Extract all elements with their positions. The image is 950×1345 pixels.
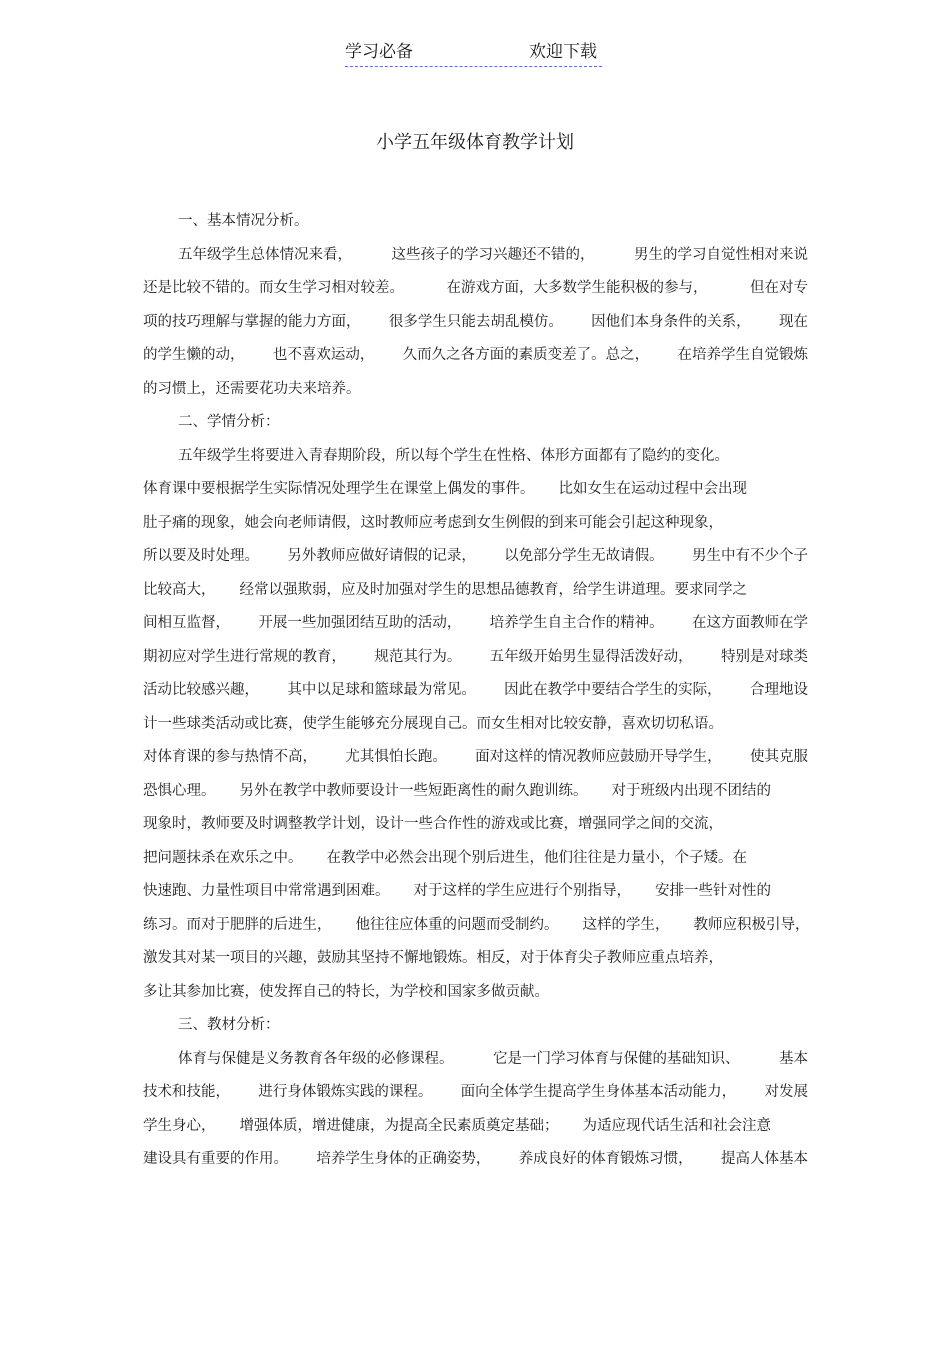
text-line: [143, 372, 808, 406]
text-segment: 把问题抹杀在欢乐之中。: [143, 849, 303, 866]
text-segment: 二、学情分析：: [178, 414, 280, 430]
text-line: [143, 271, 808, 305]
text-segment: 比如女生在运动过程中会出现: [558, 481, 747, 497]
text-segment: 因他们本身条件的关系，: [591, 313, 751, 330]
text-segment: 恐惧心理。: [143, 782, 216, 799]
text-segment: 在培养学生自觉锻炼: [677, 347, 808, 363]
text-line: [143, 606, 808, 640]
text-segment: 安排一些针对性的: [655, 883, 771, 899]
text-segment: 对于这样的学生应进行个别指导，: [413, 883, 631, 899]
text-segment: 在游戏方面，大多数学生能积极的参与，: [446, 280, 708, 296]
text-line: [143, 1142, 808, 1176]
text-segment: 也不喜欢运动，: [272, 347, 375, 363]
text-segment: 但在对专: [750, 280, 808, 296]
text-segment: 培养学生自主合作的精神。: [489, 615, 664, 631]
text-line: [143, 305, 808, 339]
text-line: [178, 1042, 808, 1076]
text-segment: 规范其行为。: [374, 648, 462, 665]
text-segment: 增强体质，增进健康，为提高全民素质奠定基础；: [239, 1117, 559, 1134]
text-segment: 活动比较感兴趣，: [143, 682, 259, 698]
text-line: [178, 204, 808, 238]
header-right-text: 欢迎下载: [529, 42, 597, 62]
text-segment: 养成良好的体育锻炼习惯，: [518, 1151, 693, 1167]
text-segment: 进行身体锻炼实践的课程。: [258, 1084, 433, 1100]
text-segment: 在教学中必然会出现个别后进生，他们往往是力量小，个子矮。在: [326, 849, 747, 866]
text-line: [143, 573, 808, 607]
text-line: [143, 472, 808, 506]
text-line: [143, 740, 808, 774]
text-segment: 面向全体学生提高学生身体基本活动能力，: [460, 1084, 737, 1100]
text-segment: 经常以强欺弱，应及时加强对学生的思想品德教育，给学生讲道理。要求同学之: [239, 581, 747, 598]
text-line: [143, 941, 808, 975]
text-segment: 技术和技能，: [143, 1084, 230, 1100]
text-line: [143, 707, 808, 741]
text-line: [143, 807, 808, 841]
text-segment: 三、教材分析：: [178, 1017, 280, 1033]
text-line: [143, 1075, 808, 1109]
text-segment: 对发展: [764, 1084, 808, 1100]
text-line: [143, 1109, 808, 1143]
page-header: [345, 40, 602, 67]
text-segment: 肚子痛的现象，她会向老师请假，这时教师应考虑到女生例假的到来可能会引起这种现象，: [143, 514, 723, 531]
text-segment: 尤其惧怕长跑。: [345, 749, 447, 765]
text-segment: 练习。而对于肥胖的后进生，: [143, 916, 332, 933]
text-segment: 特别是对球类: [720, 648, 808, 665]
text-segment: 间相互监督，: [143, 615, 230, 631]
text-segment: 现象时，教师要及时调整教学计划，设计一些合作性的游戏或比赛，增强同学之间的交流，: [143, 816, 723, 832]
text-line: [143, 975, 808, 1009]
text-segment: 以免部分学生无故请假。: [504, 548, 664, 564]
text-segment: 其中以足球和篮球最为常见。: [287, 682, 476, 698]
text-line: [143, 774, 808, 808]
text-segment: 比较高大，: [143, 581, 216, 598]
text-line: [178, 439, 808, 473]
text-segment: 教师应积极引导，: [693, 916, 810, 933]
text-line: [143, 539, 808, 573]
text-segment: 这些孩子的学习兴趣还不错的，: [391, 246, 595, 263]
document-title: 小学五年级体育教学计划: [376, 132, 574, 153]
text-segment: 另外教师应做好请假的记录，: [287, 548, 476, 564]
text-segment: 五年级学生将要进入青春期阶段，所以每个学生在性格、体形方面都有了隐约的变化。: [178, 447, 729, 464]
text-line: [178, 1008, 808, 1042]
text-segment: 它是一门学习体育与保健的基础知识、: [493, 1050, 740, 1067]
text-segment: 项的技巧理解与掌握的能力方面，: [143, 313, 361, 330]
text-segment: 体育与保健是义务教育各年级的必修课程。: [178, 1050, 454, 1067]
text-segment: 基本: [779, 1050, 808, 1067]
text-segment: 提高人体基本: [720, 1151, 808, 1167]
text-segment: 很多学生只能去胡乱模仿。: [388, 313, 563, 330]
text-segment: 的学生懒的动，: [143, 347, 245, 363]
text-segment: 五年级学生总体情况来看，: [178, 246, 352, 263]
text-segment: 培养学生身体的正确姿势，: [316, 1151, 491, 1167]
text-segment: 五年级开始男生显得活泼好动，: [489, 648, 693, 665]
text-line: [178, 238, 808, 272]
text-segment: 这样的学生，: [582, 916, 670, 933]
text-line: [178, 405, 808, 439]
text-segment: 多让其参加比赛，使发挥自己的特长，为学校和国家多做贡献。: [143, 983, 549, 1000]
text-segment: 在这方面教师在学: [691, 615, 808, 631]
text-line: [143, 673, 808, 707]
header-left-text: 学习必备: [345, 42, 413, 62]
text-segment: 还是比较不错的。而女生学习相对较差。: [143, 280, 404, 296]
text-segment: 男生中有不少个子: [691, 548, 808, 564]
text-segment: 面对这样的情况教师应鼓励开导学生，: [475, 749, 722, 765]
text-segment: 快速跑、力量性项目中常常遇到困难。: [143, 883, 390, 899]
text-segment: 因此在教学中要结合学生的实际，: [504, 682, 722, 698]
text-segment: 一、基本情况分析。: [178, 213, 309, 229]
text-segment: 对于班级内出现不团结的: [611, 782, 771, 799]
text-segment: 久而久之各方面的素质变差了。总之，: [402, 347, 650, 363]
text-line: [143, 338, 808, 372]
text-segment: 开展一些加强团结互助的活动，: [258, 615, 462, 631]
text-line: [143, 640, 808, 674]
text-segment: 现在: [778, 313, 808, 330]
text-segment: 另外在教学中教师要设计一些短距离性的耐久跑训练。: [239, 782, 588, 799]
text-segment: 的习惯上，还需要花功夫来培养。: [143, 380, 361, 397]
text-line: [143, 506, 808, 540]
text-segment: 合理地设: [749, 682, 808, 698]
text-segment: 学生身心，: [143, 1117, 216, 1134]
text-segment: 男生的学习自觉性相对来说: [634, 246, 808, 263]
text-line: [143, 908, 808, 942]
text-segment: 期初应对学生进行常规的教育，: [143, 648, 346, 665]
text-segment: 他往往应体重的问题而受制约。: [355, 916, 559, 933]
text-line: [143, 841, 808, 875]
text-segment: 建设具有重要的作用。: [143, 1151, 288, 1167]
text-segment: 体育课中要根据学生实际情况处理学生在课堂上偶发的事件。: [143, 481, 535, 497]
text-segment: 对体育课的参与热情不高，: [143, 749, 317, 765]
text-segment: 所以要及时处理。: [143, 548, 259, 564]
text-segment: 计一些球类活动或比赛，使学生能够充分展现自己。而女生相对比较安静，喜欢切切私语。: [143, 715, 723, 732]
text-line: [143, 874, 808, 908]
text-segment: 为适应现代话生活和社会注意: [582, 1117, 771, 1134]
text-segment: 激发其对某一项目的兴趣，鼓励其坚持不懈地锻炼。相反，对于体育尖子教师应重点培养，: [143, 950, 723, 966]
text-segment: 使其克服: [749, 749, 808, 765]
